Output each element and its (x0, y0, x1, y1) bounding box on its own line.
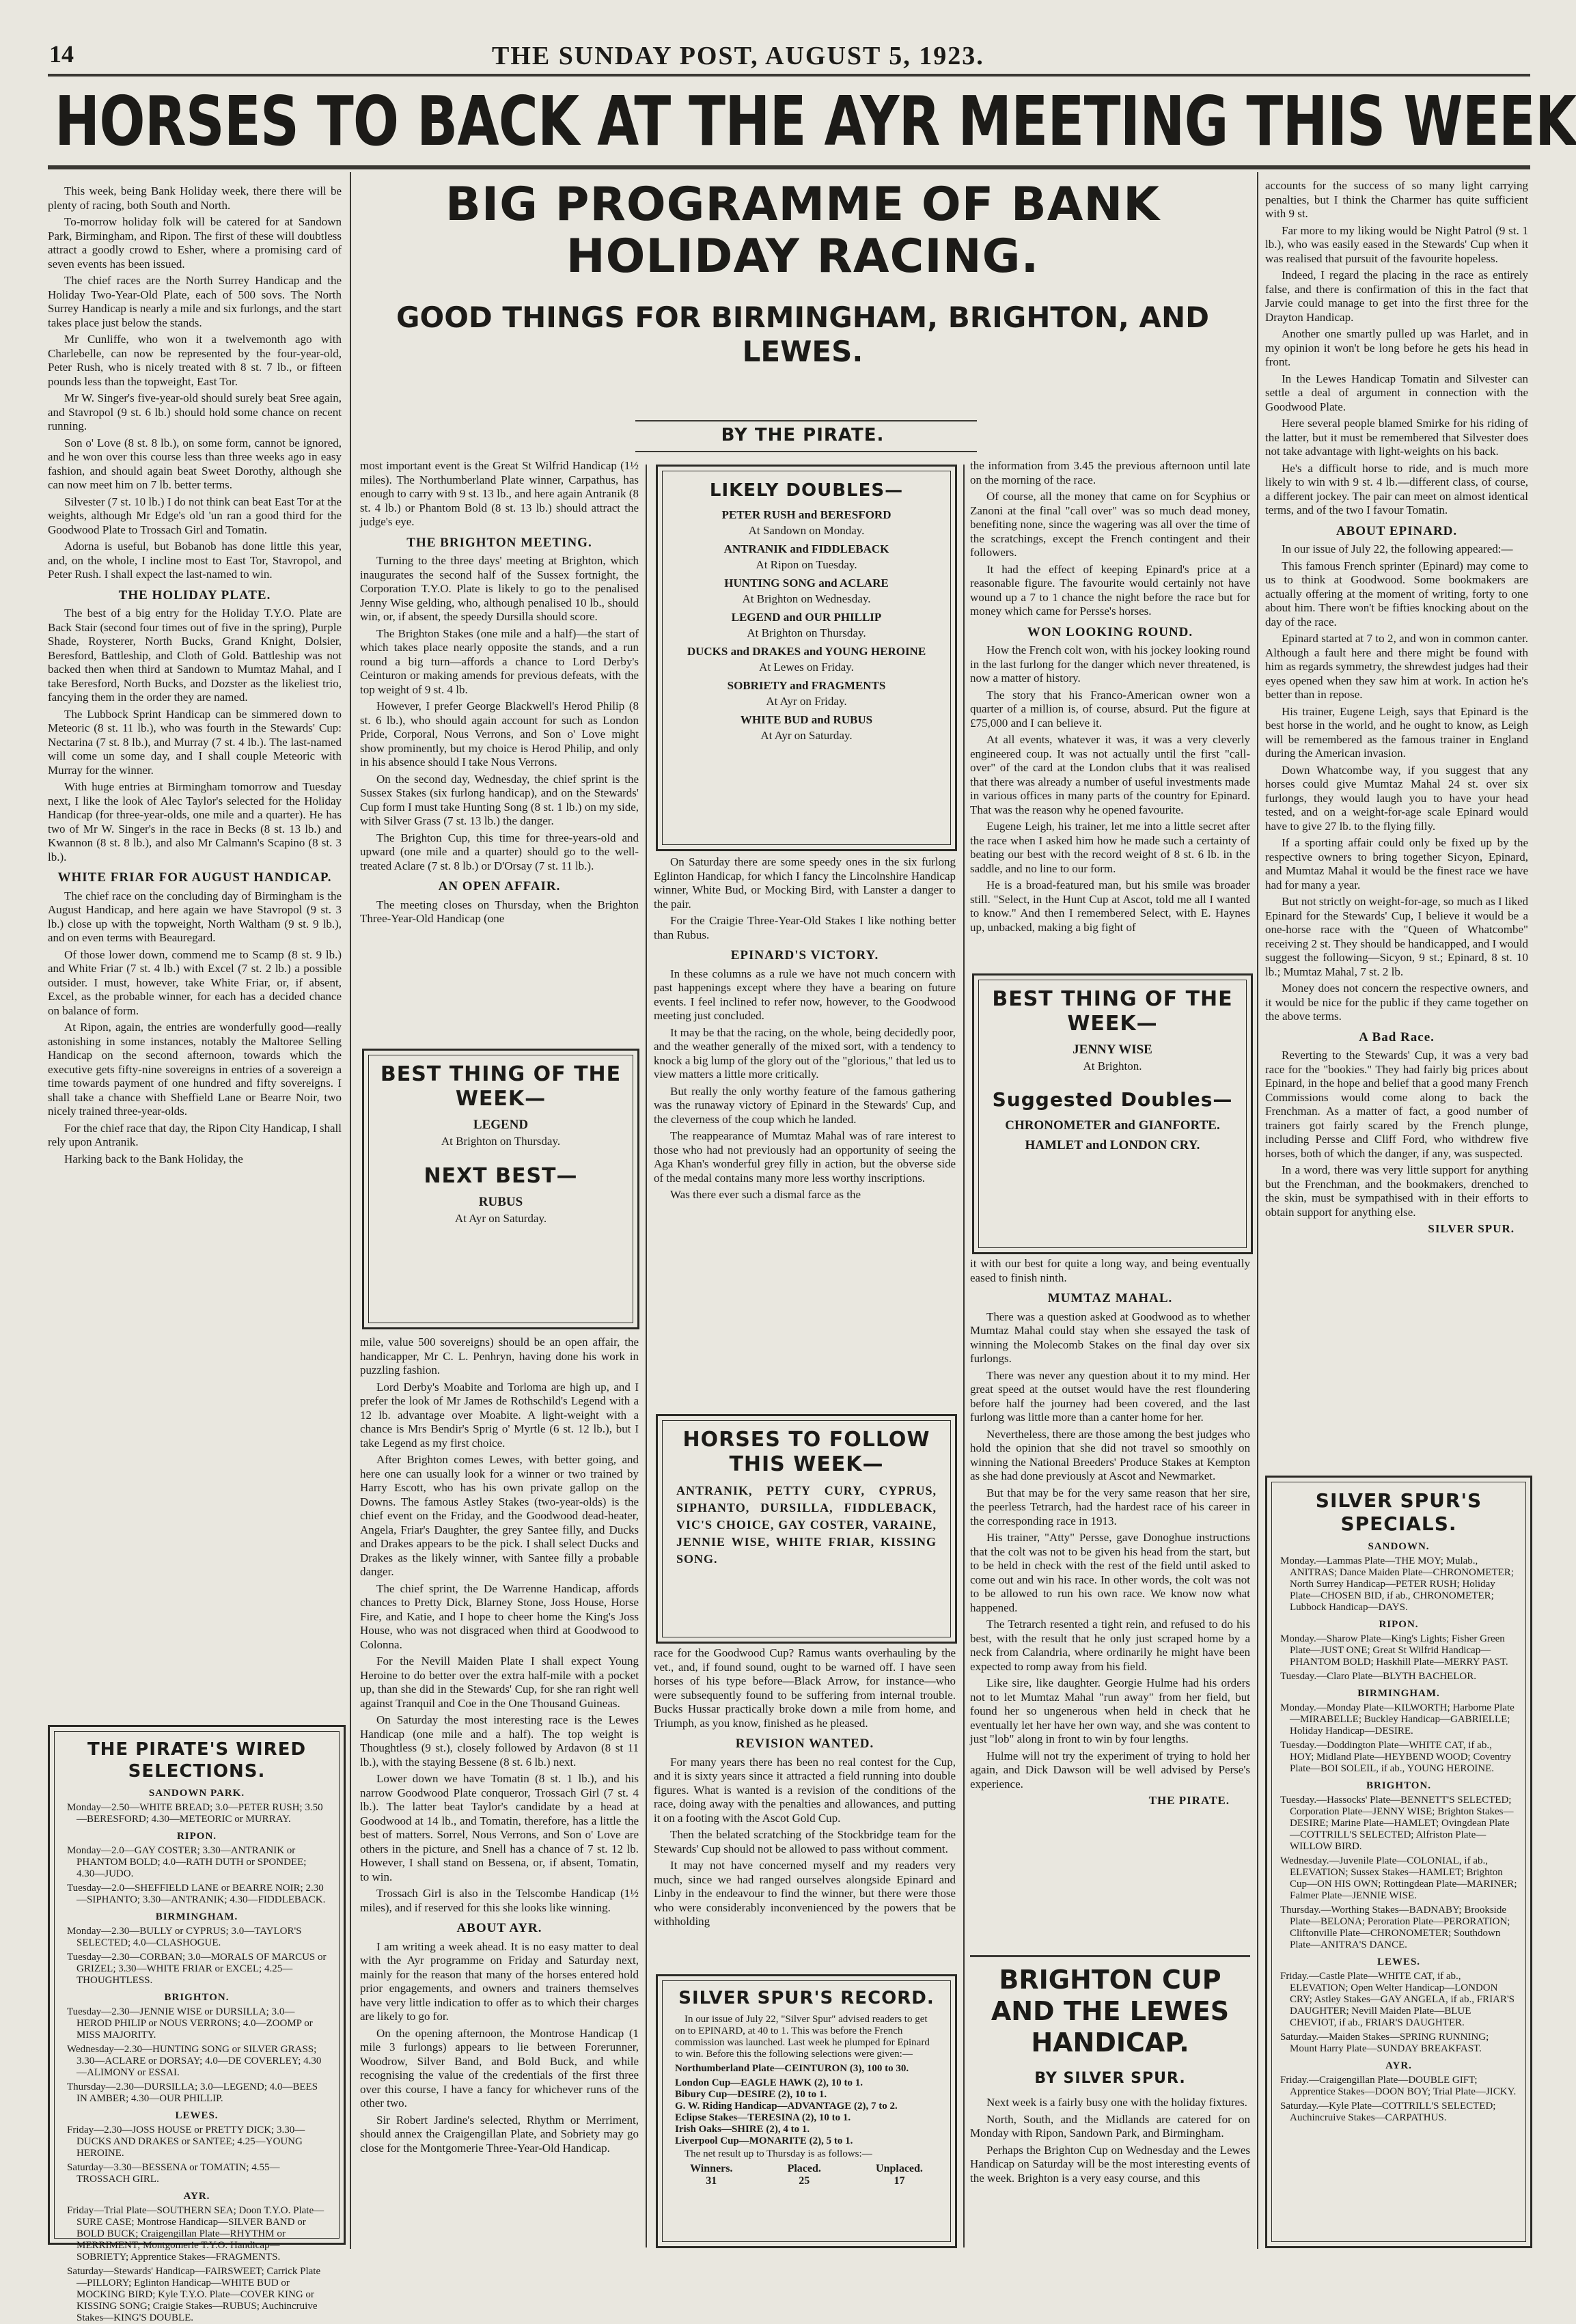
section-head: BRIGHTON. (164, 1992, 230, 2003)
paragraph: Sir Robert Jardine's selected, Rhythm or Merriment, should annex the Craigengillan Plate, and Sobriety may go close for the Montgomerie Three-Year-Old Handicap. (360, 2113, 639, 2155)
special-entry: Saturday.—Maiden Stakes—SPRING RUNNING; Mount Harry Plate—SUNDAY BREAKFAST. (1280, 2032, 1489, 2054)
paragraph: The Brighton Stakes (one mile and a half)—the start of which takes place nearly opposite the stands, and a run round a big turn—affords a chance to Lord Derby's Ceinturon or making amends for previous defeats, with the top weight of 9 st. 4 lb. (360, 626, 639, 696)
column-rule (963, 465, 965, 2247)
paragraph: On Saturday the most interesting race is the Lewes Handicap (one mile and a half). The top weight is Thoughtless (9 st.), closely followed by Ardavon (8 st 11 lb.), with the staying Bessene (8 st. 6 lb.) next. (360, 1713, 639, 1769)
double-pair: DUCKS and DRAKES and YOUNG HEROINE (687, 645, 926, 658)
double-where: At Ayr on Saturday. (760, 729, 853, 742)
paragraph: most important event is the Great St Wilfrid Handicap (1½ miles). The Northumberland Plate winner, Carpathus, has enough to carry with 9 st. 13 lb., and here again Antranik (8 st. 4 lb.) or Phantom Bold (8 st. 13 lb.) should attract the judge's eye. (360, 459, 639, 528)
signature: THE PIRATE. (1148, 1794, 1230, 1807)
paragraph: There was a question asked at Goodwood as to whether Mumtaz Mahal could stay when she essayed the task of winning the Molecomb Stakes on the final day over six furlongs. (970, 1310, 1250, 1365)
specials-list (1272, 1541, 1525, 2124)
best-pick: LEGEND (473, 1118, 529, 1132)
paragraph: In a word, there was very little support for anything but the Frenchman, and the bookmakers, drenched to the skin, must be sympathised with in their efforts to obtain support for anything else. (1265, 1163, 1528, 1219)
headline-rule (48, 165, 1530, 169)
paragraph: It may not have concerned myself and my readers very much, since we had ranged ourselves alongside Epinard and Linby in the endeavour to find the winner, but there were those who were considerably inconvenienced by the powers that be withholding (654, 1859, 956, 1928)
paragraph: Reverting to the Stewards' Cup, it was a very bad race for the "bookies." They had fairly big prices about Epinard, in the hope and belief that a good many French Commissions would come along to back the Frenchman. As a matter of fact, a good number of trainers got fairly scared by the French plunge, including Persse and Cliff Ford, who withdrew five horses, both of which the danger, if any, was suspected. (1265, 1049, 1528, 1160)
special-entry: Friday.—Craigengillan Plate—DOUBLE GIFT; Apprentice Stakes—DOON BOY; Trial Plate—JICKY. (1280, 2075, 1517, 2097)
paragraph: mile, value 500 sovereigns) should be an open affair, the handicapper, Mr C. L. Penhryn, having done his work in puzzling fashion. (360, 1336, 639, 1377)
record-results (663, 2063, 950, 2147)
record-value: 17 (894, 2175, 905, 2187)
double-pair: WHITE BUD and RUBUS (740, 713, 873, 726)
signature: SILVER SPUR. (1428, 1222, 1515, 1235)
paragraph: The reappearance of Mumtaz Mahal was of rare interest to those who had not previously had an opportunity of seeing the Aga Khan's wonderful grey filly in action, but the obverse side of the medal contains many more less worthy inscriptions. (654, 1129, 956, 1185)
selection-entry: Thursday—2.30—DURSILLA; 3.0—LEGEND; 4.0—BEES IN AMBER; 4.30—OUR PHILLIP. (67, 2081, 318, 2104)
paragraph: The chief race on the concluding day of Birmingham is the August Handicap, and here again we have Stavropol (9 st. 3 lb.) close up with the topweight, North Waltham (9 st. 9 lb.), and on even terms with Beauregard. (48, 889, 342, 944)
section-head: SANDOWN PARK. (148, 1788, 245, 1799)
result-entry: Bibury Cup—DESIRE (2), 10 to 1. (675, 2089, 827, 2100)
paragraph: Then the belated scratching of the Stockbridge team for the Stewards' Cup should not be allowed to pass without comment. (654, 1828, 956, 1855)
horses-to-follow-box (656, 1414, 957, 1644)
column-rule (646, 465, 647, 2247)
result-entry: Liverpool Cup—MONARITE (2), 5 to 1. (675, 2135, 853, 2146)
paragraph: But that may be for the very same reason that her sire, the peerless Tetrarch, had the hardest race of his career in the corresponding race in 1913. (970, 1486, 1250, 1527)
box-title: THE PIRATE'S WIRED SELECTIONS. (87, 1739, 307, 1782)
suggested-double: CHRONOMETER and GIANFORTE. (1005, 1118, 1220, 1133)
paragraph: For many years there has been no real contest for the Cup, and it is sixty years since it attracted a field running into double figures. What is wanted is a revision of the conditions of the race, doing away with the penalties and allowances, and putting it on a footing with the Ascot Gold Cup. (654, 1755, 956, 1825)
masthead-rule (48, 74, 1530, 77)
paragraph: On Saturday there are some speedy ones in the six furlong Eglinton Handicap, for which I fancy the Lincolnshire Handicap winner, White Bud, or Mocking Bird, with Lanster a danger to the pair. (654, 855, 956, 911)
selection-entry: Friday—2.30—JOSS HOUSE or PRETTY DICK; 3.30—DUCKS AND DRAKES or SANTEE; 4.25—YOUNG HEROINE. (67, 2125, 305, 2159)
best-pick: JENNY WISE (1073, 1042, 1152, 1057)
paragraph: The chief races are the North Surrey Handicap and the Holiday Two-Year-Old Plate, each of 500 sovs. The North Surrey Handicap is nearly a mile and six furlongs, and the start takes place just below the stands. (48, 274, 342, 329)
subheading: THE BRIGHTON MEETING. (406, 535, 592, 550)
subheading: AN OPEN AFFAIR. (438, 879, 561, 894)
wired-selections-box (48, 1725, 346, 2323)
subheading: ABOUT EPINARD. (1336, 523, 1458, 538)
paragraph: However, I prefer George Blackwell's Herod Philip (8 st. 6 lb.), who should again account for such as London Pride, Corporal, Nous Verrons, and Son o' Love might show prominently, but my choice is Herod Philip, and only in his absence should I take Nous Verrons. (360, 700, 639, 769)
column-rule (1257, 172, 1258, 2249)
paragraph: Mr Cunliffe, who won it a twelvemonth ago with Charlebelle, can now be represented by the four-year-old, Peter Rush, who is nicely treated with 8 st. 7 lb., or fifteen pounds less than the topweight, East Tor. (48, 333, 342, 388)
subheading: THE HOLIDAY PLATE. (118, 587, 271, 603)
paragraph: At all events, whatever it was, it was a very cleverly engineered coup. It was not actually until the first "call-over" of the card at the London clubs that it was realised that there was already a number of useful investments made in various offices in many parts of the country for Epinard. That was the reason why he opened favourite. (970, 733, 1250, 816)
box-title: LIKELY DOUBLES— (709, 480, 904, 501)
selection-entry: Friday—Trial Plate—SOUTHERN SEA; Doon T.Y.O. Plate—SURE CASE; Montrose Handicap—SILVER BAND or BOLD BUCK; Craigengillan Plate—RHYTHM or MERRIMENT; Montgomerie T.Y.O. Handicap—SOBRIETY; Apprentice Stakes—FRAGMENTS. (67, 2205, 324, 2263)
column-4-article (970, 459, 1250, 968)
subheading: WON LOOKING ROUND. (1027, 624, 1193, 639)
section-head: BRIGHTON. (1366, 1780, 1431, 1791)
box-title: SILVER SPUR'S RECORD. (678, 1988, 935, 2008)
subheading: MUMTAZ MAHAL. (1047, 1291, 1173, 1305)
paragraph: Eugene Leigh, his trainer, let me into a little secret after the race when I asked him how he made such a certainty of beating our best with the record weight of 8 st. 6 lb. in the saddle, and no line to our form. (970, 820, 1250, 875)
paragraph: How the French colt won, with his jockey looking round in the last furlong for the danger which never threatened, is now a matter of history. (970, 644, 1250, 684)
section-head: AYR. (183, 2191, 210, 2202)
selection-entry: Tuesday—2.30—JENNIE WISE or DURSILLA; 3.0—HEROD PHILIP or NOUS VERRONS; 4.0—ZOOMP or MISS MAJORITY. (67, 2006, 313, 2041)
box-title: SILVER SPUR'S SPECIALS. (1315, 1489, 1482, 1535)
paragraph: The chief sprint, the De Warrenne Handicap, affords chances to Pretty Dick, Blarney Stone, Joss House, Horse Fire, and Katie, and I hope to cheer home the King's Joss House, who was not disgraced when third at Goodwood to Colonna. (360, 1581, 639, 1651)
result-entry: Eclipse Stakes—TERESINA (2), 10 to 1. (675, 2112, 851, 2123)
next-best-where: At Ayr on Saturday. (454, 1212, 547, 1225)
paragraph: the information from 3.45 the previous afternoon until late on the morning of the race. (970, 459, 1250, 486)
selection-entry: Monday—2.50—WHITE BREAD; 3.0—PETER RUSH; 3.50—BERESFORD; 4.30—METEORIC or MURRAY. (67, 1802, 323, 1825)
byline-rule (635, 420, 977, 421)
paragraph: Of those lower down, commend me to Scamp (8 st. 9 lb.) and White Friar (7 st. 4 lb.) with Excel (7 st. 2 lb.) a possible outsider. I must, however, take White Friar, or, if absent, Excel, as the probable winner, for each has a decided chance on balance of form. (48, 947, 342, 1017)
box-title: HORSES TO FOLLOW THIS WEEK— (682, 1428, 930, 1476)
silver-spur-record-box (656, 1974, 957, 2248)
paragraph: Nevertheless, there are those among the best judges who hold the opinion that she did not travel so smoothly on winning the National Breeders' Produce Stakes at Kempton as she had done previously at Ascot and Newmarket. (970, 1427, 1250, 1482)
result-entry: London Cup—EAGLE HAWK (2), 10 to 1. (675, 2077, 863, 2088)
double-pair: ANTRANIK and FIDDLEBACK (723, 542, 889, 555)
section-head: RIPON. (1379, 1619, 1419, 1630)
section-head: RIPON. (176, 1831, 217, 1842)
paragraph: After Brighton comes Lewes, with better going, and here one can usually look for a winner or two trained by Harry Escott, who has his own private gallop on the Downs. The famous Astley Stakes (two-year-olds) is the chief event on the Friday, and the Goodwood dead-heater, Angela, Friar's Daughter, the grey Santee filly, and Ducks and Drakes appears to be the pick. I shall select Ducks and Drakes as the likely winner, with Santee filly a probable danger. (360, 1453, 639, 1578)
paragraph: Indeed, I regard the placing in the race as entirely false, and there is confirmation of this in the fact that Jarvie could manage to get into the first three for the Drayton Handicap. (1265, 268, 1528, 324)
section-head: SANDOWN. (1368, 1541, 1430, 1552)
paragraph: This week, being Bank Holiday week, there there will be plenty of racing, both South and North. (48, 184, 342, 212)
selection-entry: Monday—2.30—BULLY or CYPRUS; 3.0—TAYLOR'S SELECTED; 4.0—CLASHOGUE. (67, 1926, 302, 1948)
special-entry: Monday.—Monday Plate—KILWORTH; Harborne Plate—MIRABELLE; Buckley Handicap—GABRIELLE; Holiday Handicap—DESIRE. (1280, 1702, 1515, 1737)
paragraph: Of course, all the money that came on for Scyphius or Zanoni at the final "call over" was so much dead money, benefiting none, since the wagering was all over the time of the scratchings, except the French contingent and their followers. (970, 490, 1250, 559)
silver-spur-specials-box (1265, 1476, 1532, 2248)
special-entry: Wednesday.—Juvenile Plate—COLONIAL, if ab., ELEVATION; Sussex Stakes—HAMLET; Brighton Cup—ON HIS OWN; Rottingdean Plate—MARINER; Falmer Plate—JENNIE WISE. (1280, 1855, 1517, 1901)
box-title: BEST THING OF THE WEEK— (992, 987, 1233, 1036)
brighton-cup-article (970, 2096, 1250, 2243)
special-entry: Saturday.—Kyle Plate—COTTRILL'S SELECTED; Auchincruive Stakes—CARPATHUS. (1280, 2101, 1496, 2123)
paragraph: In our issue of July 22, the following appeared:— (1282, 542, 1513, 555)
double-where: At Lewes on Friday. (759, 661, 854, 674)
column-2-article (360, 459, 639, 1040)
paragraph: The Brighton Cup, this time for three-years-old and upward (one mile and a quarter) should go to the well-treated Aclare (7 st. 8 lb.) or D'Orsay (7 st. 11 lb.). (360, 831, 639, 872)
paragraph: Harking back to the Bank Holiday, the (64, 1152, 243, 1165)
double-where: At Brighton on Thursday. (747, 626, 866, 639)
paragraph: There was never any question about it to my mind. Her great speed at the outset would have the rest floundering before half the journey had been covered, and the last furlong was little more than a canter home for her. (970, 1368, 1250, 1424)
paragraph: He is a broad-featured man, but his smile was broader still. "Select, in the Hunt Cup at Ascot, told me all I wanted to know." And then I remembered Select, with E. Haynes up, unbacked, making a big fight of (970, 879, 1250, 934)
selection-entry: Tuesday—2.30—CORBAN; 3.0—MORALS OF MARCUS or GRIZEL; 3.30—WHITE FRIAR or EXCEL; 4.25—THOUGHTLESS. (67, 1952, 327, 1986)
brighton-cup-headline: BRIGHTON CUP AND THE LEWES HANDICAP. (991, 1965, 1230, 2058)
paragraph: Down Whatcombe way, if you suggest that any horses could give Mumtaz Mahal 24 st. over six furlongs, they would laugh you to have your head tested, and on a weight-for-age scale Epinard would have to give 27 lb. to the flying filly. (1265, 763, 1528, 833)
column-5-article (1265, 179, 1528, 1467)
paragraph: The meeting closes on Thursday, when the Brighton Three-Year-Old Handicap (one (360, 898, 639, 925)
doubles-title: Suggested Doubles— (992, 1088, 1233, 1111)
best-where: At Brighton. (1083, 1060, 1142, 1073)
paragraph: Son o' Love (8 st. 8 lb.), on some form, cannot be ignored, and he won over this course less than three weeks ago in easy fashion, and should again beat Sweet Dorothy, although she can now meet him on 7 lb. better terms. (48, 436, 342, 491)
paragraph: Silvester (7 st. 10 lb.) I do not think can beat East Tor at the weights, although Mr Edge's old 'un ran a good third for the Goodwood Plate to Trossach Girl and Tomatin. (48, 495, 342, 536)
section-head: BIRMINGHAM. (1357, 1688, 1440, 1699)
paragraph: Mr W. Singer's five-year-old should surely beat Sree again, and Stavropol (9 st. 6 lb.) should hold some chance on recent running. (48, 391, 342, 432)
double-where: At Brighton on Wednesday. (742, 592, 871, 605)
paragraph: The Tetrarch resented a tight rein, and refused to do his best, with the result that he only just scraped home by a neck from Calandria, where ordinarily he might have been expected to romp away from his field. (970, 1618, 1250, 1673)
subheading: WHITE FRIAR FOR AUGUST HANDICAP. (57, 870, 332, 885)
paragraph: At Ripon, again, the entries are wonderfully good—really astonishing in some instances, notably the Maltoree Selling Handicap on the second afternoon, towards which the executive gets fifty-nine sovereigns in entries of a sovereign a time towards payment of one hundred and fifty sovereigns. I shall take a chance with Sheffield Lane or Bearre Noir, two nicely trained three-year-olds. (48, 1021, 342, 1118)
record-col (690, 2163, 732, 2187)
paragraph: With huge entries at Birmingham tomorrow and Tuesday next, I like the look of Alec Taylor's selected for the Holiday Handicap (for three-year-olds, one mile and a quarter). He has two of Mr W. Singer's in the race in Becks (8 st. 13 lb.) and Kwannon (8 st. 8 lb.), and also Mr Calmann's Scapino (8 st. 3 lb.). (48, 780, 342, 863)
selections-list (55, 1788, 339, 2324)
paragraph: Perhaps the Brighton Cup on Wednesday and the Lewes Handicap on Saturday will be the most interesting events of the week. Brighton is a very easy course, and this (970, 2143, 1250, 2185)
paragraph: it with our best for quite a long way, and being eventually eased to finish ninth. (970, 1257, 1250, 1284)
paragraph: In the Lewes Handicap Tomatin and Silvester can settle a deal of argument in connection with the Goodwood Plate. (1265, 372, 1528, 413)
paragraph: It had the effect of keeping Epinard's price at a reasonable figure. The favourite would certainly not have wound up a 7 to 1 chance the night before the race but for money which came for Persse's horses. (970, 562, 1250, 618)
result-entry: Irish Oaks—SHIRE (2), 4 to 1. (675, 2124, 810, 2135)
paragraph: Lower down we have Tomatin (8 st. 1 lb.), and his narrow Goodwood Plate conqueror, Trossach Girl (7 st. 4 lb.). The latter beat Taylor's candidate by a head at Goodwood at 14 lb., and Tomatin, therefore, has a little the best of matters. Sorrel, Nous Verrons, and Son o' Love are others in the picture, and Snell has a chance of 7 st. 12 lb. However, I shall stand on Bessena, or, if absent, Tomatin, to win. (360, 1772, 639, 1883)
best-thing-brighton-box (972, 973, 1253, 1254)
next-best-title: NEXT BEST— (424, 1164, 578, 1188)
record-table (663, 2163, 950, 2187)
result-entry: Northumberland Plate—CEINTURON (3), 100 to 30. (675, 2063, 909, 2074)
paragraph: I am writing a week ahead. It is no easy matter to deal with the Ayr programme on Friday and Saturday next, mainly for the reason that many of the horses entered hold prior engagements, and owners and trainers themselves have very little indication to offer as to which their charges are likely to go for. (360, 1939, 639, 2023)
paragraph: accounts for the success of so many light carrying penalties, but I think the Charmer has quite sufficient with 9 st. (1265, 179, 1528, 220)
paragraph: But really the only worthy feature of the famous gathering was the runaway victory of Epinard in the Stewards' Cup, and the cleverness of the coup which he landed. (654, 1084, 956, 1126)
section-head: LEWES. (175, 2110, 219, 2121)
article-headline: BIG PROGRAMME OF BANK HOLIDAY RACING. (445, 178, 1160, 283)
paragraph: Epinard started at 7 to 2, and won in common canter. Although a fault here and there might be found with him as regards symmetry, the shrewdest judges had their eyes opened when they saw him at work. In action he's better than in repose. (1265, 632, 1528, 701)
double-pair: HUNTING SONG and ACLARE (724, 577, 889, 590)
paragraph: His trainer, "Atty" Persse, gave Donoghue instructions that the colt was not to be given his head from the start, but to be held in check with the rest of the field until asked to come out and win his race. In other words, the colt was not to be allowed to run his own race. We know now what happened. (970, 1531, 1250, 1614)
likely-doubles-box (656, 465, 957, 851)
record-outro: The net result up to Thursday is as follows:— (685, 2148, 872, 2159)
double-pair: SOBRIETY and FRAGMENTS (727, 679, 886, 692)
special-entry: Tuesday.—Hassocks' Plate—BENNETT'S SELECTED; Corporation Plate—JENNY WISE; Brighton Stakes—DESIRE; Marine Plate—HAMLET; Ovingdean Plate—COTTRILL'S SELECTED; Alfriston Plate—WILLOW BIRD. (1280, 1795, 1514, 1852)
main-headline: HORSES TO BACK AT THE AYR MEETING THIS WEEK (55, 81, 1576, 161)
selection-entry: Monday—2.0—GAY COSTER; 3.30—ANTRANIK or PHANTOM BOLD; 4.0—RATH DUTH or SPONDEE; 4.30—JUDO. (67, 1845, 307, 1879)
section-head: LEWES. (1377, 1956, 1421, 1967)
special-entry: Monday.—Lammas Plate—THE MOY; Mulab., ANITRAS; Dance Maiden Plate—CHRONOMETER; North Surrey Handicap—PETER RUSH; Holiday Plate—CHOSEN BID, if ab., CHRONOMETER; Lubbock Handicap—DAYS. (1280, 1555, 1514, 1613)
byline: BY THE PIRATE. (721, 425, 885, 445)
section-head: AYR. (1385, 2060, 1412, 2071)
paragraph: Was there ever such a dismal farce as the (670, 1188, 861, 1201)
column-2-continued (360, 1336, 639, 2244)
best-thing-box (362, 1049, 639, 1329)
suggested-double: HAMLET and LONDON CRY. (1025, 1138, 1200, 1152)
paragraph: race for the Goodwood Cup? Ramus wants overhauling by the vet., and, if found sound, ought to be warned off. I have seen horses of his type before—Black Arrow, for instance—who were subsequently found to be suffering from internal trouble. Bucks Hussar practically broke down a mile from home, and Triumph, as you know, finished as he pleased. (654, 1646, 956, 1730)
paragraph: In these columns as a rule we have not much concern with past happenings except where they have a bearing on future events. I feel inclined to refer now, however, to the Goodwood meeting just concluded. (654, 967, 956, 1022)
double-pair: PETER RUSH and BERESFORD (721, 508, 891, 521)
next-best-pick: RUBUS (478, 1195, 523, 1209)
paragraph: On the second day, Wednesday, the chief sprint is the Sussex Stakes (six furlong handicap), and on the Stewards' Cup form I must take Hunting Song (8 st. 1 lb.) on my side, with Silver Grass (7 st. 13 lb.) the danger. (360, 772, 639, 827)
paragraph: Money does not concern the respective owners, and it would be nice for the public if they came together on the above terms. (1265, 982, 1528, 1023)
paragraph: His trainer, Eugene Leigh, says that Epinard is the best horse in the world, and he ought to know, as Leigh will be remembered as the famous trainer in England during the American invasion. (1265, 704, 1528, 760)
special-entry: Friday.—Castle Plate—WHITE CAT, if ab., ELEVATION; Open Welter Handicap—LONDON CRY; Astley Stakes—GAY ANGELA, if ab., FRIAR'S DAUGHTER; Nevill Maiden Plate—BLUE CHEVIOT, if ab., FRIAR'S DAUGHTER. (1280, 1971, 1515, 2028)
horses-list: ANTRANIK, PETTY CURY, CYPRUS, SIPHANTO, DURSILLA, FIDDLEBACK, VIC'S CHOICE, GAY COSTER, VARAINE, JENNIE WISE, WHITE FRIAR, KISSING SONG. (676, 1484, 937, 1566)
paragraph: Another one smartly pulled up was Harlet, and in my opinion it won't be long before he gets his head in front. (1265, 327, 1528, 368)
paragraph: Next week is a fairly busy one with the holiday fixtures. (986, 2096, 1247, 2109)
double-where: At Ayr on Friday. (766, 695, 847, 708)
record-col (788, 2163, 821, 2187)
record-header: Placed. (787, 2163, 821, 2174)
paragraph: If a sporting affair could only be fixed up by the respective owners to bring together Sicyon, Epinard, and Mumtaz Mahal it would be the finest race we have had for many a year. (1265, 836, 1528, 891)
best-where: At Brighton on Thursday. (441, 1135, 561, 1148)
paragraph: It may be that the racing, on the whole, being decidedly poor, and the weather generally of the mixed sort, with a tendency to knock a big lump of the glory out of the "glorious," that led us to view matters a little more critically. (654, 1025, 956, 1081)
article-subheadline: GOOD THINGS FOR BIRMINGHAM, BRIGHTON, AND LEWES. (396, 301, 1209, 368)
subheading: REVISION WANTED. (735, 1737, 874, 1751)
subheading: ABOUT AYR. (456, 1921, 542, 1935)
page-number: 14 (49, 40, 74, 68)
paragraph: On the opening afternoon, the Montrose Handicap (1 mile 3 furlongs) appears to lie between Forerunner, Woodrow, Silver Band, and Bold Buck, and while recognising the value of the credentials of the first three over this course, I have a fancy for whichever runs of the other two. (360, 2026, 639, 2109)
section-head: BIRMINGHAM. (155, 1911, 238, 1922)
column-3-continued (654, 1646, 956, 1964)
column-rule (350, 172, 351, 2249)
paragraph: Here several people blamed Smirke for his riding of the latter, but it must be remembered that Silvester does not take advantage with light-weights on his back. (1265, 417, 1528, 458)
paragraph: But not strictly on weight-for-age, so much as I liked Epinard for the Stewards' Cup, I believe it would be a one-horse race with the "Queen of Whatcombe" receiving 2 st. They should be handicapped, and I would suggest the following—Sicyon, 9 st.; Epinard, 8 st. 10 lb.; Mumtaz Mahal, 7 st. 2 lb. (1265, 895, 1528, 978)
special-entry: Tuesday.—Doddington Plate—WHITE CAT, if ab., HOY; Midland Plate—HEYBEND WOOD; Coventry Plate—BOI SOLEIL, if ab., YOUNG HEROINE. (1280, 1740, 1512, 1774)
paragraph: This famous French sprinter (Epinard) may come to us to think at Goodwood. Some bookmakers are actually offering at the moment of writing, forty to one about him. There won't be fifties knocking about on the day of the race. (1265, 559, 1528, 628)
double-pair: LEGEND and OUR PHILLIP (731, 611, 882, 624)
result-entry: G. W. Riding Handicap—ADVANTAGE (2), 7 to 2. (675, 2101, 898, 2112)
column-1-article (48, 184, 342, 1711)
column-3-article (654, 855, 956, 1409)
record-header: Winners. (690, 2163, 733, 2174)
box-title: BEST THING OF THE WEEK— (380, 1062, 622, 1111)
paragraph: For the chief race that day, the Ripon City Handicap, I shall rely upon Antranik. (48, 1121, 342, 1148)
subheading: A Bad Race. (1359, 1029, 1435, 1045)
special-entry: Tuesday.—Claro Plate—BLYTH BACHELOR. (1280, 1671, 1476, 1682)
paragraph: Like sire, like daughter. Georgie Hulme had his orders not to let Mumtaz Mahal "run away" from her field, but found her so ungenerous when held in check that he eventually let her have her own way, and she was content to just "lob" along in front to win by four lengths. (970, 1676, 1250, 1745)
record-value: 31 (706, 2175, 717, 2187)
column-4-continued (970, 1257, 1250, 1947)
paragraph: Adorna is useful, but Bobanob has done little this year, and, on the whole, I incline most to East Tor, Stavropol, and Peter Rush. I shall expect the last-named to win. (48, 540, 342, 581)
paragraph: Lord Derby's Moabite and Torloma are high up, and I prefer the look of Mr James de Rothschild's Legend with a 12 lb. advantage over Moabite. A light-weight with a chance is Mrs Bendir's Sprig o' Myrtle (6 st. 12 lb.), but I take Legend as my first choice. (360, 1380, 639, 1450)
paragraph: The story that his Franco-American owner won a quarter of a million is, of course, absurd. Put the figure at £75,000 and I can believe it. (970, 688, 1250, 730)
paragraph: North, South, and the Midlands are catered for on Monday with Ripon, Sandown Park, and Birmingham. (970, 2112, 1250, 2140)
paragraph: The best of a big entry for the Holiday T.Y.O. Plate are Back Stair (second four times out of five in the spring), Purple Shade, Roysterer, North Bucks, Grand Knight, Dolsier, Beresford, Battleship, and Cloth of Gold. Battleship was not backed then when third at Sandown to Mumtaz Mahal, and I take Beresford, North Bucks, and Dozster as the likeliest trio, fancying them in the order they are named. (48, 607, 342, 704)
selection-entry: Tuesday—2.0—SHEFFIELD LANE or BEARRE NOIR; 2.30—SIPHANTO; 3.30—ANTRANIK; 4.30—FIDDLEBACK. (67, 1883, 326, 1905)
selection-entry: Saturday—3.30—BESSENA or TOMATIN; 4.55—TROSSACH GIRL. (67, 2162, 280, 2185)
paragraph: For the Nevill Maiden Plate I shall expect Young Heroine to do better over the extra half-mile with a pocket up, than she did in the Stewards' Cup, for she ran right well against Tranquil and Coe in the One Thousand Guineas. (360, 1655, 639, 1710)
paragraph: The Lubbock Sprint Handicap can be simmered down to Meteoric (8 st. 11 lb.), who was fourth in the Stewards' Cup: Nectarina (7 st. 8 lb.), and Murray (7 st. 4 lb.). The last-named will come un some day, and I shall couple Meteoric with Murray for the winner. (48, 707, 342, 777)
selection-entry: Wednesday—2.30—HUNTING SONG or SILVER GRASS; 3.30—ACLARE or DORSAY; 4.0—DE COVERLEY; 4.30—ALIMONY or ESSAI. (67, 2044, 322, 2078)
double-where: At Ripon on Tuesday. (756, 558, 857, 571)
paragraph: For the Craigie Three-Year-Old Stakes I like nothing better than Rubus. (654, 914, 956, 941)
record-col (876, 2163, 923, 2187)
record-header: Unplaced. (876, 2163, 923, 2174)
section-rule (970, 1955, 1250, 1957)
special-entry: Monday.—Sharow Plate—King's Lights; Fisher Green Plate—JUST ONE; Great St Wilfrid Handicap—PHANTOM BOLD; Haskhill Plate—MERRY PAST. (1280, 1633, 1508, 1668)
double-where: At Sandown on Monday. (748, 524, 865, 537)
byline-rule (635, 451, 977, 452)
paragraph: Turning to the three days' meeting at Brighton, which inaugurates the second half of the Sussex fortnight, the Corporation T.Y.O. Plate is likely to go to the penalised Jenny Wise gelding, who, although penalised 10 lb., should win, or, if absent, the speedy Dursilla should score. (360, 554, 639, 623)
paragraph: To-morrow holiday folk will be catered for at Sandown Park, Birmingham, and Ripon. The first of these will doubtless attract a goodly crowd to Esher, where a promising card of seven events has been issued. (48, 215, 342, 271)
record-intro: In our issue of July 22, "Silver Spur" advised readers to get on to EPINARD, at 40 to 1. This was before the French commission was launched. Last week he plumped for Epinard to win. Before this the following selections were given:— (675, 2014, 930, 2060)
paragraph: Trossach Girl is also in the Telscombe Handicap (1½ miles), and if reserved for this she looks like winning. (360, 1887, 639, 1914)
paragraph: Far more to my liking would be Night Patrol (9 st. 1 lb.), who was easily eased in the Stewards' Cup when it was realised that pursuit of the favourite hopeless. (1265, 223, 1528, 265)
subheading: EPINARD'S VICTORY. (730, 948, 879, 963)
paragraph: Hulme will not try the experiment of trying to hold her again, and Dick Dawson will be well advised by Perse's experience. (970, 1749, 1250, 1790)
special-entry: Thursday.—Worthing Stakes—BADNABY; Brookside Plate—BELONA; Peroration Plate—PERORATION; Cliftonville Plate—CHRONOMETER; Southdown Plate—ANITRA'S DANCE. (1280, 1905, 1510, 1950)
masthead-title: THE SUNDAY POST, AUGUST 5, 1923. (492, 42, 984, 70)
paragraph: He's a difficult horse to ride, and is much more likely to win with 9 st. 4 lb.—different class, of course, a different jockey. The pair can meet on almost identical terms, and of the two I favour Tomatin. (1265, 461, 1528, 516)
selection-entry: Saturday—Stewards' Handicap—FAIRSWEET; Carrick Plate—PILLORY; Eglinton Handicap—WHITE BUD or MOCKING BIRD; Kyle T.Y.O. Plate—COVER KING or KISSING SONG; Craigie Stakes—RUBUS; Auchincruive Stakes—KING'S DOUBLE. (67, 2266, 321, 2323)
brighton-byline: BY SILVER SPUR. (1034, 2070, 1186, 2087)
record-value: 25 (799, 2175, 810, 2187)
